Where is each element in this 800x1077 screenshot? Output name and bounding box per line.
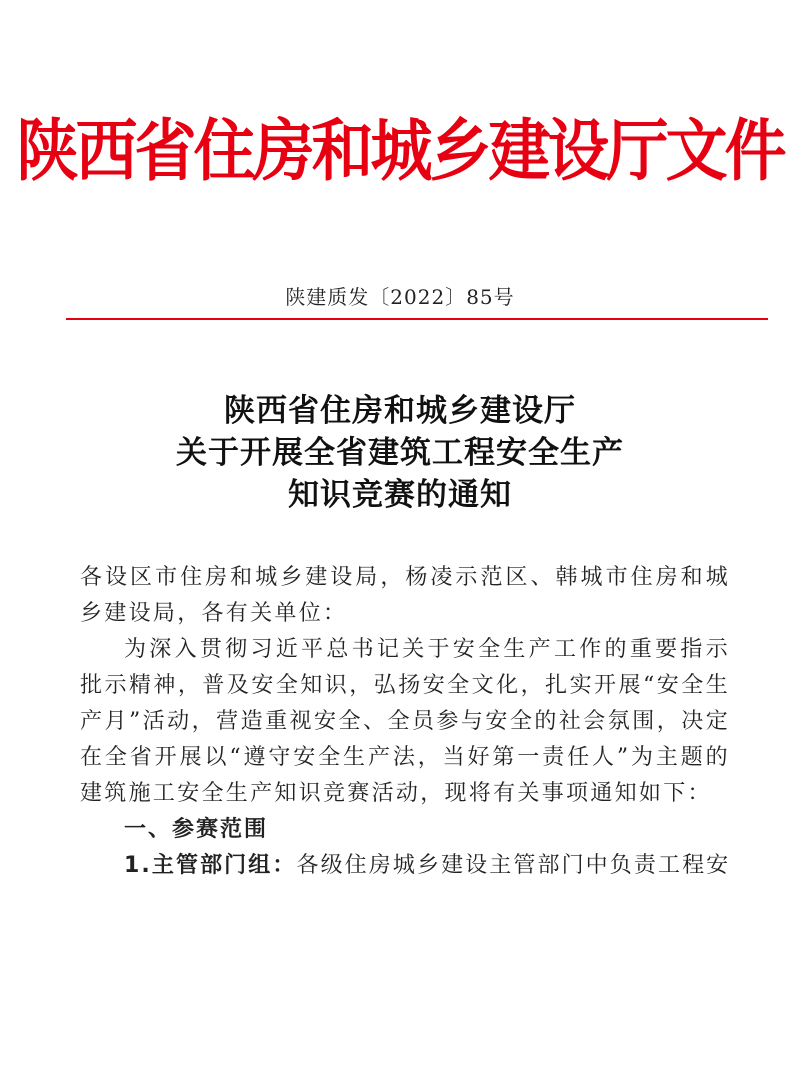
document-title: [0, 390, 800, 516]
document-masthead: 陕西省住房和城乡建设厅文件: [16, 111, 784, 191]
title-line-3: 知识竞赛的通知: [288, 477, 512, 513]
list-item-lead: 1.主管部门组：: [124, 853, 297, 878]
section-heading-scope: 一、参赛范围: [124, 817, 269, 842]
document-body: [80, 560, 730, 884]
list-item-text: 各级住房城乡建设主管部门中负责工程安: [296, 853, 730, 878]
title-line-2: 关于开展全省建筑工程安全生产: [176, 435, 624, 471]
red-divider-rule: [66, 318, 768, 320]
addressee-paragraph: 各设区市住房和城乡建设局，杨凌示范区、韩城市住房和城乡建设局，各有关单位：: [80, 565, 730, 626]
title-line-1: 陕西省住房和城乡建设厅: [224, 393, 576, 429]
document-number: 陕建质发〔2022〕85号: [285, 285, 515, 309]
intro-paragraph: 为深入贯彻习近平总书记关于安全生产工作的重要指示批示精神，普及安全知识，弘扬安全文化，扎实开展“安全生产月”活动，营造重视安全、全员参与安全的社会氛围，决定在全省开展以“遵守安全生产法，当好第一责任人”为主题的建筑施工安全生产知识竞赛活动，现将有关事项通知如下：: [80, 637, 730, 806]
list-item-competent-department: [80, 848, 730, 884]
